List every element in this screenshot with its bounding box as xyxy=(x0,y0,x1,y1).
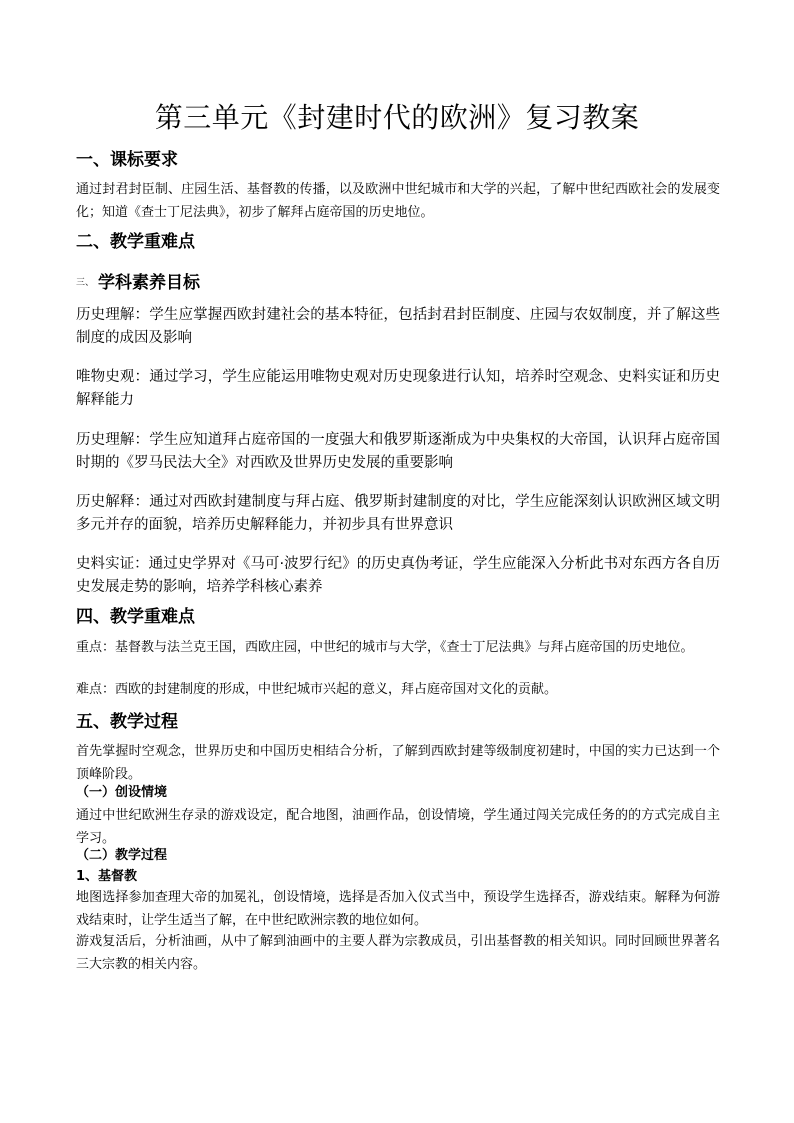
paragraph-christianity-1: 地图选择参加查理大帝的加冕礼，创设情境，选择是否加入仪式当中，预设学生选择否，游戏结束。解释为何游戏结束时，让学生适当了解，在中世纪欧洲宗教的地位如何。 xyxy=(76,890,720,928)
heading-curriculum-requirements: 一、课标要求 xyxy=(76,150,178,170)
heading-prefix: 三、 xyxy=(76,278,95,288)
item-christianity: 1、基督教 xyxy=(76,869,138,884)
paragraph-curriculum-requirements: 通过封君封臣制、庄园生活、基督教的传播，以及欧洲中世纪城市和大学的兴起，了解中世纪西欧社会的发展变化；知道《查士丁尼法典》，初步了解拜占庭帝国的历史地位。 xyxy=(76,182,720,220)
subheading-create-scenario: （一）创设情境 xyxy=(76,785,168,800)
heading-literacy-goals-text: 学科素养目标 xyxy=(98,273,201,293)
paragraph-christianity-2: 游戏复活后，分析油画，从中了解到油画中的主要人群为宗教成员，引出基督教的相关知识。同时回顾世界著名三大宗教的相关内容。 xyxy=(76,934,720,972)
subheading-teaching-process: （二）教学过程 xyxy=(76,848,168,863)
paragraph-goal-5: 史料实证：通过史学界对《马可·波罗行纪》的历史真伪考证，学生应能深入分析此书对东西方各自历史发展走势的影响，培养学科核心素养 xyxy=(76,556,720,595)
paragraph-key-points: 重点：基督教与法兰克王国，西欧庄园，中世纪的城市与大学，《查士丁尼法典》与拜占庭帝国的历史地位。 xyxy=(76,640,694,655)
paragraph-process-intro: 首先掌握时空观念，世界历史和中国历史相结合分析，了解到西欧封建等级制度初建时，中国的实力已达到一个顶峰阶段。 xyxy=(76,744,720,782)
paragraph-create-scenario: 通过中世纪欧洲生存录的游戏设定，配合地图，油画作品，创设情境，学生通过闯关完成任务的的方式完成自主学习。 xyxy=(76,808,720,846)
heading-literacy-goals xyxy=(76,271,200,295)
heading-teaching-process: 五、教学过程 xyxy=(76,712,178,732)
heading-key-difficulties: 二、教学重难点 xyxy=(76,232,195,252)
heading-key-points: 四、教学重难点 xyxy=(76,607,195,627)
paragraph-goal-4: 历史解释：通过对西欧封建制度与拜占庭、俄罗斯封建制度的对比，学生应能深刻认识欧洲区域文明多元并存的面貌，培养历史解释能力，并初步具有世界意识 xyxy=(76,494,720,533)
paragraph-goal-3: 历史理解：学生应知道拜占庭帝国的一度强大和俄罗斯逐渐成为中央集权的大帝国，认识拜占庭帝国时期的《罗马民法大全》对西欧及世界历史发展的重要影响 xyxy=(76,432,720,471)
paragraph-difficulties: 难点：西欧的封建制度的形成，中世纪城市兴起的意义，拜占庭帝国对文化的贡献。 xyxy=(76,682,558,697)
document-title: 第三单元《封建时代的欧洲》复习教案 xyxy=(154,101,640,134)
paragraph-goal-1: 历史理解：学生应掌握西欧封建社会的基本特征，包括封君封臣制度、庄园与农奴制度，并了解这些制度的成因及影响 xyxy=(76,307,720,346)
paragraph-goal-2: 唯物史观：通过学习，学生应能运用唯物史观对历史现象进行认知，培养时空观念、史料实证和历史解释能力 xyxy=(76,369,720,408)
